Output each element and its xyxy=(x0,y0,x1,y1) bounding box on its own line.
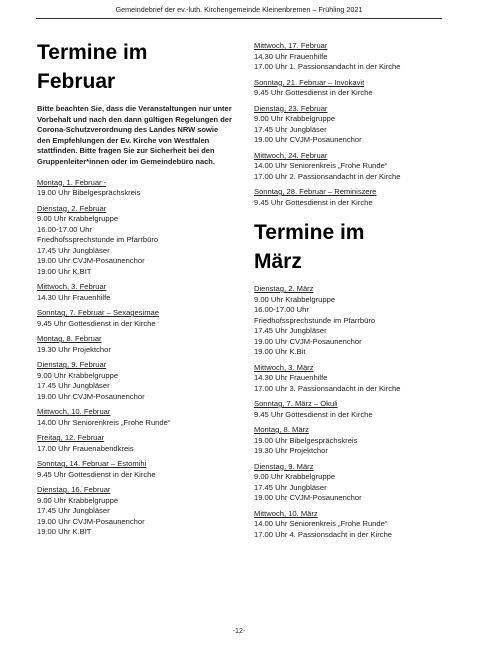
event-line: 9.45 Uhr Gottesdienst in der Kirche xyxy=(37,469,156,479)
event-date: Sonntag, 7. Februar – Sexagesimae xyxy=(37,308,159,318)
event-entry xyxy=(254,78,450,99)
march-entries-list xyxy=(254,284,450,540)
event-entry xyxy=(37,360,233,402)
event-line: 17.45 Uhr Jungbläser xyxy=(254,124,327,134)
event-date: Dienstag, 2. Februar xyxy=(37,203,107,213)
event-entry xyxy=(254,509,450,541)
february-entries-list xyxy=(37,178,233,538)
event-line: 14.30 Uhr Frauenhilfe xyxy=(254,51,328,61)
event-date: Sonntag, 28. Februar – Reminiszere xyxy=(254,187,377,196)
february-heading-line1: Termine im xyxy=(37,41,148,64)
event-entry xyxy=(37,308,233,329)
event-entry xyxy=(254,425,450,457)
event-line: 19.00 Uhr Bibelgesprächskreis xyxy=(254,435,358,445)
event-date: Dienstag, 9. Februar xyxy=(37,360,107,370)
event-line: 14.00 Uhr Seniorenkreis „Frohe Runde“ xyxy=(37,417,171,427)
event-line: 9.00 Uhr Krabbelgruppe xyxy=(37,214,119,224)
event-line: 14.30 Uhr Frauenhilfe xyxy=(254,373,328,382)
event-line: 17.45 Uhr Jungbläser xyxy=(254,326,327,335)
event-line: 17.45 Uhr Jungbläser xyxy=(37,381,110,391)
event-line: 19.00 Uhr K.Bit xyxy=(254,347,306,356)
event-date: Sonntag, 21. Februar – Invokavit xyxy=(254,77,365,87)
event-entry xyxy=(37,433,233,454)
event-date: Montag, 1. Februar - xyxy=(37,177,107,187)
event-date: Montag, 8. Februar xyxy=(37,334,102,344)
event-date: Mittwoch, 10. Februar xyxy=(37,407,111,417)
event-entry xyxy=(37,485,233,538)
march-heading-line2: März xyxy=(254,250,302,273)
event-line: 17.00 Uhr 3. Passionsandacht in der Kirche xyxy=(254,383,401,393)
event-line: 9.00 Uhr Krabbelgruppe xyxy=(254,472,336,481)
event-line: 19.00 Uhr CVJM-Posaunenchor xyxy=(254,336,362,346)
event-line: 14.30 Uhr Frauenhilfe xyxy=(37,292,111,302)
event-line: 17.00 Uhr 2. Passionsandacht in der Kirche xyxy=(254,171,401,181)
event-line: 19.00 Uhr K.BIT xyxy=(37,527,92,537)
event-entry xyxy=(37,334,233,355)
page-header: Gemeindebrief der ev.-luth. Kirchengemeinde Kleinenbremen – Frühling 2021 xyxy=(36,4,442,19)
event-line: 9.00 Uhr Krabbelgruppe xyxy=(37,495,119,505)
event-entry xyxy=(254,363,450,395)
corona-notice: Bitte beachten Sie, dass die Veranstaltungen nur unter Vorbehalt und nach den dann gültigen Regelungen der Corona-Schutzverordnung des Landes NRW sowie den Empfehlungen der Ev. Kirche von Westfalen stattfinden. Bitte fragen Sie zur Sicherheit bei den Gruppenleiter*innen oder im Gemeindebüro nach. xyxy=(37,104,232,166)
event-line: 9.45 Uhr Gottesdienst in der Kirche xyxy=(254,197,373,207)
event-line: 19.00 Uhr Bibelgesprächskreis xyxy=(37,188,141,198)
event-line: 19.00 Uhr CVJM-Posaunenchor xyxy=(37,516,145,526)
event-entry xyxy=(37,459,233,480)
event-entry xyxy=(37,282,233,303)
event-date: Dienstag, 16. Februar xyxy=(37,485,111,495)
event-date: Mittwoch, 10. März xyxy=(254,508,318,518)
event-entry xyxy=(37,407,233,428)
event-entry xyxy=(254,151,450,183)
event-date: Mittwoch, 24. Februar xyxy=(254,150,328,160)
event-line: 17.00 Uhr 4. Passionsdacht in der Kirche xyxy=(254,529,393,539)
event-line: 9.45 Uhr Gottesdienst in der Kirche xyxy=(254,88,373,97)
event-date: Montag, 8. März xyxy=(254,425,309,434)
event-line: Friedhofssprechstunde im Pfarrbüro xyxy=(37,235,159,245)
event-date: Dienstag, 2. März xyxy=(254,284,314,293)
event-line: 17.45 Uhr Jungbläser xyxy=(254,482,327,492)
event-line: 17.45 Uhr Jungbläser xyxy=(37,506,110,516)
event-entry xyxy=(254,41,450,73)
event-line: 19.00 Uhr CVJM-Posaunenchor xyxy=(37,256,145,266)
event-line: 19.30 Uhr Projektchor xyxy=(37,344,111,354)
march-heading-line1: Termine im xyxy=(254,221,365,244)
event-entry xyxy=(254,284,450,358)
event-date: Dienstag, 23. Februar xyxy=(254,103,328,113)
event-date: Freitag, 12. Februar xyxy=(37,433,105,443)
event-line: 9.00 Uhr Krabbelgruppe xyxy=(254,294,336,304)
event-date: Mittwoch, 17. Februar xyxy=(254,41,328,50)
event-entry xyxy=(254,399,450,420)
event-entry xyxy=(37,204,233,278)
event-line: 14.00 Uhr Seniorenkreis „Frohe Runde“ xyxy=(254,161,388,170)
event-line: 19.00 Uhr CVJM-Posaunenchor xyxy=(37,391,145,401)
event-entry xyxy=(254,462,450,504)
event-line: 19.00 Uhr CVJM-Posaunenchor xyxy=(254,135,362,144)
event-line: 9.00 Uhr Krabbelgruppe xyxy=(37,370,119,380)
event-line: 19.00 Uhr K.BIT xyxy=(37,266,92,276)
page-number: -12- xyxy=(232,626,246,635)
event-line: 16.00-17.00 Uhr xyxy=(37,224,92,234)
event-line: Friedhofssprechstunde im Pfarrbüro xyxy=(254,315,376,325)
event-date: Mittwoch, 3. März xyxy=(254,362,314,372)
february-heading xyxy=(37,38,233,96)
event-line: 9.45 Uhr Gottesdienst in der Kirche xyxy=(37,318,156,328)
event-line: 19.30 Uhr Projektchor xyxy=(254,446,328,455)
event-line: 17.00 Uhr 1. Passionsandacht in der Kirche xyxy=(254,62,401,71)
event-line: 16.00-17.00 Uhr xyxy=(254,305,309,314)
event-date: Dienstag, 9. März xyxy=(254,461,314,471)
event-line: 17.45 Uhr Jungbläser xyxy=(37,245,110,255)
event-line: 17.00 Uhr Frauenabendkreis xyxy=(37,443,134,453)
event-entry xyxy=(254,104,450,146)
february-entries-continued xyxy=(254,41,450,208)
march-heading xyxy=(254,218,450,276)
event-line: 9.00 Uhr Krabbelgruppe xyxy=(254,114,336,123)
event-date: Sonntag, 7. März – Okuli xyxy=(254,399,338,408)
event-line: 19.00 Uhr CVJM-Posaunenchor xyxy=(254,493,362,502)
left-column xyxy=(37,38,233,543)
event-entry xyxy=(254,187,450,208)
event-line: 9.45 Uhr Gottesdienst in der Kirche xyxy=(254,409,373,419)
february-heading-line2: Februar xyxy=(37,70,116,93)
event-entry xyxy=(37,178,233,199)
event-date: Sonntag, 14. Februar – Estomihi xyxy=(37,459,147,469)
event-date: Mittwoch, 3. Februar xyxy=(37,282,107,292)
right-column xyxy=(254,41,450,545)
event-line: 14.00 Uhr Seniorenkreis „Frohe Runde“ xyxy=(254,519,388,528)
